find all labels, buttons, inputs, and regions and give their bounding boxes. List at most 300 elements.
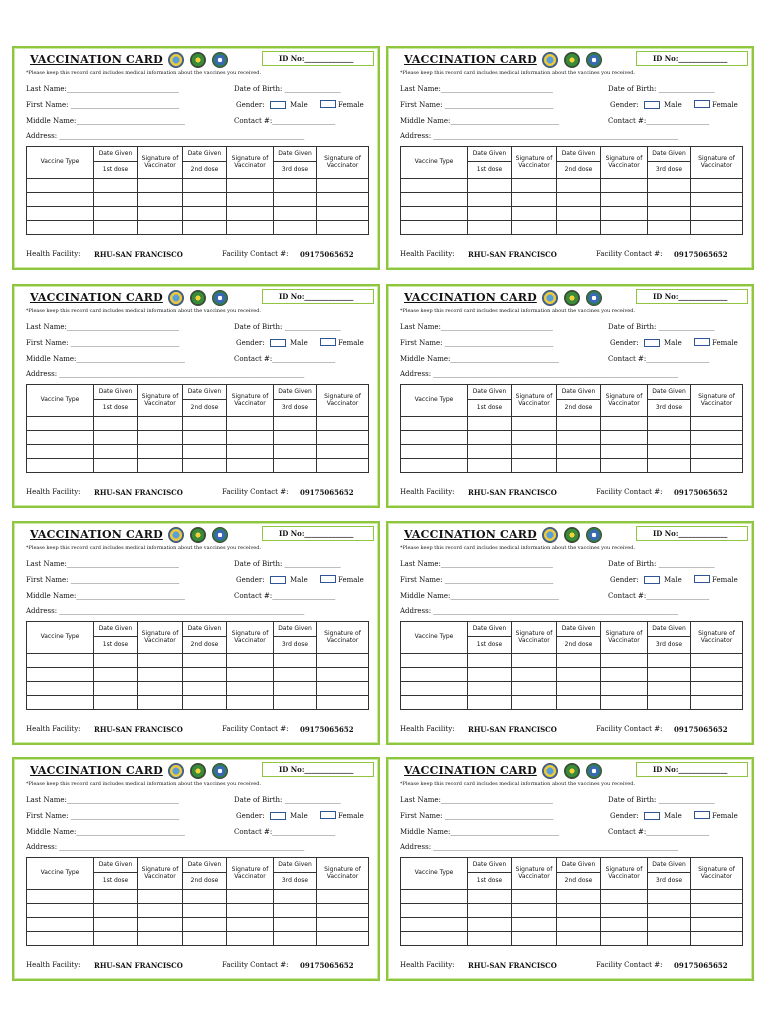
- female-checkbox[interactable]: [694, 100, 710, 108]
- table-cell[interactable]: [512, 431, 557, 445]
- table-cell[interactable]: [468, 179, 512, 193]
- table-cell[interactable]: [317, 904, 369, 918]
- table-cell[interactable]: [557, 221, 601, 235]
- table-cell[interactable]: [468, 668, 512, 682]
- table-cell[interactable]: [648, 668, 691, 682]
- id-number-field[interactable]: ID No:______________: [636, 526, 748, 541]
- middle-name-field[interactable]: Middle Name:_______________________________: [26, 117, 185, 125]
- table-cell[interactable]: [227, 696, 274, 710]
- table-cell[interactable]: [183, 431, 227, 445]
- last-name-field[interactable]: Last Name:________________________________: [400, 560, 553, 568]
- table-cell[interactable]: [601, 668, 648, 682]
- table-cell[interactable]: [274, 890, 317, 904]
- table-cell[interactable]: [317, 431, 369, 445]
- table-cell[interactable]: [94, 696, 138, 710]
- table-cell[interactable]: [512, 696, 557, 710]
- female-checkbox[interactable]: [320, 811, 336, 819]
- table-cell[interactable]: [94, 682, 138, 696]
- table-cell[interactable]: [601, 890, 648, 904]
- table-cell[interactable]: [601, 459, 648, 473]
- table-cell[interactable]: [94, 445, 138, 459]
- table-cell[interactable]: [648, 193, 691, 207]
- table-cell[interactable]: [512, 459, 557, 473]
- table-cell[interactable]: [648, 431, 691, 445]
- date-of-birth-field[interactable]: Date of Birth: ________________: [234, 796, 341, 804]
- table-cell[interactable]: [557, 904, 601, 918]
- table-cell[interactable]: [27, 668, 94, 682]
- male-checkbox[interactable]: [644, 812, 660, 820]
- middle-name-field[interactable]: Middle Name:_______________________________: [400, 828, 559, 836]
- table-cell[interactable]: [317, 193, 369, 207]
- table-cell[interactable]: [401, 932, 468, 946]
- table-cell[interactable]: [401, 207, 468, 221]
- table-cell[interactable]: [317, 207, 369, 221]
- id-number-field[interactable]: ID No:______________: [636, 289, 748, 304]
- table-cell[interactable]: [691, 682, 743, 696]
- table-cell[interactable]: [512, 904, 557, 918]
- table-cell[interactable]: [401, 890, 468, 904]
- table-cell[interactable]: [227, 431, 274, 445]
- table-cell[interactable]: [27, 221, 94, 235]
- table-cell[interactable]: [27, 890, 94, 904]
- table-cell[interactable]: [183, 417, 227, 431]
- table-cell[interactable]: [468, 445, 512, 459]
- table-cell[interactable]: [601, 179, 648, 193]
- table-cell[interactable]: [138, 696, 183, 710]
- date-of-birth-field[interactable]: Date of Birth: ________________: [608, 560, 715, 568]
- table-cell[interactable]: [94, 179, 138, 193]
- table-cell[interactable]: [227, 221, 274, 235]
- address-field[interactable]: Address: ______________________________________________________________________: [26, 370, 305, 378]
- table-cell[interactable]: [557, 654, 601, 668]
- table-cell[interactable]: [27, 431, 94, 445]
- table-cell[interactable]: [227, 682, 274, 696]
- table-cell[interactable]: [138, 682, 183, 696]
- table-cell[interactable]: [27, 445, 94, 459]
- table-cell[interactable]: [138, 654, 183, 668]
- table-cell[interactable]: [183, 918, 227, 932]
- table-cell[interactable]: [648, 682, 691, 696]
- table-cell[interactable]: [601, 904, 648, 918]
- female-checkbox[interactable]: [320, 338, 336, 346]
- table-cell[interactable]: [317, 179, 369, 193]
- table-cell[interactable]: [468, 932, 512, 946]
- table-cell[interactable]: [691, 696, 743, 710]
- table-cell[interactable]: [601, 193, 648, 207]
- table-cell[interactable]: [183, 904, 227, 918]
- id-number-field[interactable]: ID No:______________: [262, 526, 374, 541]
- table-cell[interactable]: [317, 459, 369, 473]
- table-cell[interactable]: [94, 417, 138, 431]
- table-cell[interactable]: [557, 932, 601, 946]
- table-cell[interactable]: [557, 417, 601, 431]
- table-cell[interactable]: [27, 682, 94, 696]
- table-cell[interactable]: [648, 207, 691, 221]
- address-field[interactable]: Address: ______________________________________________________________________: [400, 843, 679, 851]
- date-of-birth-field[interactable]: Date of Birth: ________________: [608, 85, 715, 93]
- male-checkbox[interactable]: [644, 339, 660, 347]
- table-cell[interactable]: [691, 904, 743, 918]
- table-cell[interactable]: [601, 431, 648, 445]
- table-cell[interactable]: [317, 682, 369, 696]
- table-cell[interactable]: [183, 179, 227, 193]
- table-cell[interactable]: [557, 193, 601, 207]
- table-cell[interactable]: [274, 417, 317, 431]
- table-cell[interactable]: [557, 207, 601, 221]
- last-name-field[interactable]: Last Name:________________________________: [26, 560, 179, 568]
- table-cell[interactable]: [512, 654, 557, 668]
- table-cell[interactable]: [601, 445, 648, 459]
- table-cell[interactable]: [401, 459, 468, 473]
- middle-name-field[interactable]: Middle Name:_______________________________: [26, 828, 185, 836]
- table-cell[interactable]: [138, 904, 183, 918]
- table-cell[interactable]: [183, 193, 227, 207]
- table-cell[interactable]: [601, 682, 648, 696]
- seal-icon-1: [542, 527, 558, 543]
- contact-field[interactable]: Contact #:__________________: [234, 117, 336, 125]
- table-cell[interactable]: [94, 668, 138, 682]
- table-cell[interactable]: [468, 193, 512, 207]
- vaccination-card-7: [12, 757, 380, 981]
- female-checkbox[interactable]: [694, 811, 710, 819]
- table-cell[interactable]: [94, 654, 138, 668]
- table-cell[interactable]: [691, 417, 743, 431]
- table-cell[interactable]: [401, 193, 468, 207]
- table-cell[interactable]: [468, 221, 512, 235]
- table-cell[interactable]: [601, 654, 648, 668]
- last-name-field[interactable]: Last Name:________________________________: [400, 796, 553, 804]
- table-cell[interactable]: [274, 459, 317, 473]
- table-cell[interactable]: [691, 179, 743, 193]
- male-checkbox[interactable]: [644, 576, 660, 584]
- second-dose-header: 2nd dose: [557, 162, 601, 179]
- table-cell[interactable]: [601, 932, 648, 946]
- table-cell[interactable]: [138, 207, 183, 221]
- table-cell[interactable]: [27, 207, 94, 221]
- table-cell[interactable]: [691, 459, 743, 473]
- table-cell[interactable]: [274, 696, 317, 710]
- table-cell[interactable]: [648, 904, 691, 918]
- table-cell[interactable]: [401, 654, 468, 668]
- male-checkbox[interactable]: [270, 576, 286, 584]
- table-cell[interactable]: [557, 431, 601, 445]
- table-cell[interactable]: [468, 431, 512, 445]
- middle-name-field[interactable]: Middle Name:_______________________________: [400, 355, 559, 363]
- female-checkbox[interactable]: [694, 338, 710, 346]
- table-cell[interactable]: [648, 221, 691, 235]
- table-cell[interactable]: [648, 918, 691, 932]
- table-cell[interactable]: [317, 668, 369, 682]
- table-cell[interactable]: [274, 445, 317, 459]
- table-cell[interactable]: [512, 918, 557, 932]
- table-cell[interactable]: [27, 932, 94, 946]
- table-cell[interactable]: [138, 918, 183, 932]
- table-cell[interactable]: [557, 696, 601, 710]
- last-name-field[interactable]: Last Name:________________________________: [26, 796, 179, 804]
- table-cell[interactable]: [274, 904, 317, 918]
- table-cell[interactable]: [691, 221, 743, 235]
- table-cell[interactable]: [274, 918, 317, 932]
- table-cell[interactable]: [691, 654, 743, 668]
- table-cell[interactable]: [648, 654, 691, 668]
- table-cell[interactable]: [317, 696, 369, 710]
- table-cell[interactable]: [648, 696, 691, 710]
- table-cell[interactable]: [317, 932, 369, 946]
- contact-field[interactable]: Contact #:__________________: [608, 355, 710, 363]
- table-cell[interactable]: [512, 179, 557, 193]
- table-cell[interactable]: [27, 654, 94, 668]
- table-cell[interactable]: [468, 459, 512, 473]
- table-cell[interactable]: [94, 932, 138, 946]
- table-cell[interactable]: [227, 459, 274, 473]
- table-cell[interactable]: [557, 668, 601, 682]
- table-cell[interactable]: [138, 431, 183, 445]
- contact-field[interactable]: Contact #:__________________: [608, 117, 710, 125]
- table-cell[interactable]: [274, 668, 317, 682]
- id-number-field[interactable]: ID No:______________: [636, 762, 748, 777]
- table-cell[interactable]: [138, 445, 183, 459]
- table-cell[interactable]: [468, 696, 512, 710]
- date-of-birth-field[interactable]: Date of Birth: ________________: [234, 85, 341, 93]
- middle-name-field[interactable]: Middle Name:_______________________________: [400, 592, 559, 600]
- table-cell[interactable]: [227, 654, 274, 668]
- address-field[interactable]: Address: ______________________________________________________________________: [400, 132, 679, 140]
- table-cell[interactable]: [401, 221, 468, 235]
- table-cell[interactable]: [138, 193, 183, 207]
- table-cell[interactable]: [183, 221, 227, 235]
- table-cell[interactable]: [401, 179, 468, 193]
- contact-field[interactable]: Contact #:__________________: [234, 355, 336, 363]
- table-cell[interactable]: [138, 668, 183, 682]
- female-checkbox[interactable]: [320, 100, 336, 108]
- table-cell[interactable]: [557, 890, 601, 904]
- first-name-field[interactable]: First Name: _______________________________: [26, 576, 180, 584]
- table-cell[interactable]: [557, 682, 601, 696]
- table-cell[interactable]: [691, 918, 743, 932]
- table-cell[interactable]: [274, 932, 317, 946]
- table-cell[interactable]: [648, 417, 691, 431]
- last-name-field[interactable]: Last Name:________________________________: [26, 323, 179, 331]
- table-cell[interactable]: [274, 221, 317, 235]
- table-cell[interactable]: [183, 696, 227, 710]
- table-cell[interactable]: [138, 890, 183, 904]
- table-cell[interactable]: [94, 431, 138, 445]
- last-name-field[interactable]: Last Name:________________________________: [400, 323, 553, 331]
- table-cell[interactable]: [183, 445, 227, 459]
- date-of-birth-field[interactable]: Date of Birth: ________________: [234, 560, 341, 568]
- address-field[interactable]: Address: ______________________________________________________________________: [400, 607, 679, 615]
- first-name-field[interactable]: First Name: _______________________________: [400, 576, 554, 584]
- table-cell[interactable]: [138, 179, 183, 193]
- table-cell[interactable]: [648, 459, 691, 473]
- male-checkbox[interactable]: [270, 812, 286, 820]
- last-name-field[interactable]: Last Name:________________________________: [400, 85, 553, 93]
- male-checkbox[interactable]: [270, 101, 286, 109]
- table-cell[interactable]: [27, 179, 94, 193]
- table-cell[interactable]: [274, 179, 317, 193]
- middle-name-field[interactable]: Middle Name:_______________________________: [26, 592, 185, 600]
- table-cell[interactable]: [94, 890, 138, 904]
- table-cell[interactable]: [691, 445, 743, 459]
- table-cell[interactable]: [27, 459, 94, 473]
- table-cell[interactable]: [317, 221, 369, 235]
- contact-field[interactable]: Contact #:__________________: [608, 828, 710, 836]
- table-cell[interactable]: [27, 696, 94, 710]
- date-of-birth-field[interactable]: Date of Birth: ________________: [608, 323, 715, 331]
- id-number-field[interactable]: ID No:______________: [262, 289, 374, 304]
- table-cell[interactable]: [227, 207, 274, 221]
- male-checkbox[interactable]: [270, 339, 286, 347]
- first-name-field[interactable]: First Name: _______________________________: [400, 101, 554, 109]
- table-cell[interactable]: [27, 918, 94, 932]
- table-cell[interactable]: [227, 179, 274, 193]
- table-cell[interactable]: [468, 654, 512, 668]
- table-cell[interactable]: [468, 904, 512, 918]
- table-cell[interactable]: [94, 918, 138, 932]
- table-cell[interactable]: [512, 682, 557, 696]
- id-number-field[interactable]: ID No:______________: [262, 762, 374, 777]
- table-cell[interactable]: [691, 207, 743, 221]
- table-cell[interactable]: [512, 207, 557, 221]
- male-checkbox[interactable]: [644, 101, 660, 109]
- first-name-field[interactable]: First Name: _______________________________: [400, 812, 554, 820]
- contact-field[interactable]: Contact #:__________________: [234, 828, 336, 836]
- table-cell[interactable]: [183, 932, 227, 946]
- table-cell[interactable]: [183, 459, 227, 473]
- table-cell[interactable]: [227, 890, 274, 904]
- table-cell[interactable]: [183, 668, 227, 682]
- table-cell[interactable]: [557, 445, 601, 459]
- table-cell[interactable]: [601, 696, 648, 710]
- address-field[interactable]: Address: ______________________________________________________________________: [26, 132, 305, 140]
- table-cell[interactable]: [648, 890, 691, 904]
- table-cell[interactable]: [138, 417, 183, 431]
- table-cell[interactable]: [691, 431, 743, 445]
- first-name-field[interactable]: First Name: _______________________________: [26, 339, 180, 347]
- table-cell[interactable]: [227, 904, 274, 918]
- table-cell[interactable]: [401, 417, 468, 431]
- table-cell[interactable]: [227, 668, 274, 682]
- table-cell[interactable]: [401, 682, 468, 696]
- contact-field[interactable]: Contact #:__________________: [608, 592, 710, 600]
- table-cell[interactable]: [274, 431, 317, 445]
- first-name-field[interactable]: First Name: _______________________________: [26, 812, 180, 820]
- first-name-field[interactable]: First Name: _______________________________: [400, 339, 554, 347]
- table-cell[interactable]: [691, 193, 743, 207]
- table-cell[interactable]: [227, 417, 274, 431]
- table-cell[interactable]: [274, 193, 317, 207]
- table-cell[interactable]: [317, 890, 369, 904]
- table-cell[interactable]: [512, 221, 557, 235]
- table-cell[interactable]: [401, 918, 468, 932]
- last-name-field[interactable]: Last Name:________________________________: [26, 85, 179, 93]
- id-number-field[interactable]: ID No:______________: [636, 51, 748, 66]
- table-cell[interactable]: [691, 668, 743, 682]
- female-label: Female: [712, 101, 738, 109]
- table-cell[interactable]: [601, 417, 648, 431]
- table-cell[interactable]: [274, 682, 317, 696]
- table-cell[interactable]: [512, 193, 557, 207]
- table-cell[interactable]: [557, 459, 601, 473]
- table-cell[interactable]: [648, 445, 691, 459]
- table-cell[interactable]: [468, 918, 512, 932]
- table-cell[interactable]: [601, 207, 648, 221]
- contact-field[interactable]: Contact #:__________________: [234, 592, 336, 600]
- table-cell[interactable]: [512, 668, 557, 682]
- table-cell[interactable]: [274, 207, 317, 221]
- table-cell[interactable]: [512, 445, 557, 459]
- address-field[interactable]: Address: ______________________________________________________________________: [26, 607, 305, 615]
- female-checkbox[interactable]: [320, 575, 336, 583]
- table-cell[interactable]: [468, 890, 512, 904]
- table-cell[interactable]: [401, 696, 468, 710]
- table-cell[interactable]: [227, 445, 274, 459]
- table-cell[interactable]: [557, 179, 601, 193]
- table-cell[interactable]: [138, 932, 183, 946]
- middle-name-field[interactable]: Middle Name:_______________________________: [400, 117, 559, 125]
- table-cell[interactable]: [601, 221, 648, 235]
- table-cell[interactable]: [691, 932, 743, 946]
- address-field[interactable]: Address: ______________________________________________________________________: [26, 843, 305, 851]
- table-cell[interactable]: [183, 890, 227, 904]
- date-of-birth-field[interactable]: Date of Birth: ________________: [608, 796, 715, 804]
- table-cell[interactable]: [401, 431, 468, 445]
- table-cell[interactable]: [27, 904, 94, 918]
- table-cell[interactable]: [601, 918, 648, 932]
- table-cell[interactable]: [317, 918, 369, 932]
- table-cell[interactable]: [512, 417, 557, 431]
- table-cell[interactable]: [227, 932, 274, 946]
- middle-name-field[interactable]: Middle Name:_______________________________: [26, 355, 185, 363]
- table-cell[interactable]: [317, 445, 369, 459]
- female-checkbox[interactable]: [694, 575, 710, 583]
- table-cell[interactable]: [468, 207, 512, 221]
- table-cell[interactable]: [512, 932, 557, 946]
- table-cell[interactable]: [183, 682, 227, 696]
- table-cell[interactable]: [94, 221, 138, 235]
- table-cell[interactable]: [274, 654, 317, 668]
- table-cell[interactable]: [317, 417, 369, 431]
- table-cell[interactable]: [691, 890, 743, 904]
- table-cell[interactable]: [401, 445, 468, 459]
- table-cell[interactable]: [138, 459, 183, 473]
- table-cell[interactable]: [512, 890, 557, 904]
- table-cell[interactable]: [138, 221, 183, 235]
- table-cell[interactable]: [27, 417, 94, 431]
- first-name-field[interactable]: First Name: _______________________________: [26, 101, 180, 109]
- table-cell[interactable]: [94, 207, 138, 221]
- table-cell[interactable]: [27, 193, 94, 207]
- table-cell[interactable]: [648, 932, 691, 946]
- table-cell[interactable]: [648, 179, 691, 193]
- date-of-birth-field[interactable]: Date of Birth: ________________: [234, 323, 341, 331]
- table-cell[interactable]: [317, 654, 369, 668]
- table-cell[interactable]: [401, 904, 468, 918]
- table-cell[interactable]: [227, 918, 274, 932]
- table-cell[interactable]: [468, 682, 512, 696]
- id-number-field[interactable]: ID No:______________: [262, 51, 374, 66]
- table-cell[interactable]: [401, 668, 468, 682]
- table-cell[interactable]: [183, 207, 227, 221]
- table-cell[interactable]: [94, 904, 138, 918]
- table-cell[interactable]: [94, 459, 138, 473]
- table-cell[interactable]: [227, 193, 274, 207]
- address-field[interactable]: Address: ______________________________________________________________________: [400, 370, 679, 378]
- table-cell[interactable]: [183, 654, 227, 668]
- table-cell[interactable]: [468, 417, 512, 431]
- table-cell[interactable]: [557, 918, 601, 932]
- table-cell[interactable]: [94, 193, 138, 207]
